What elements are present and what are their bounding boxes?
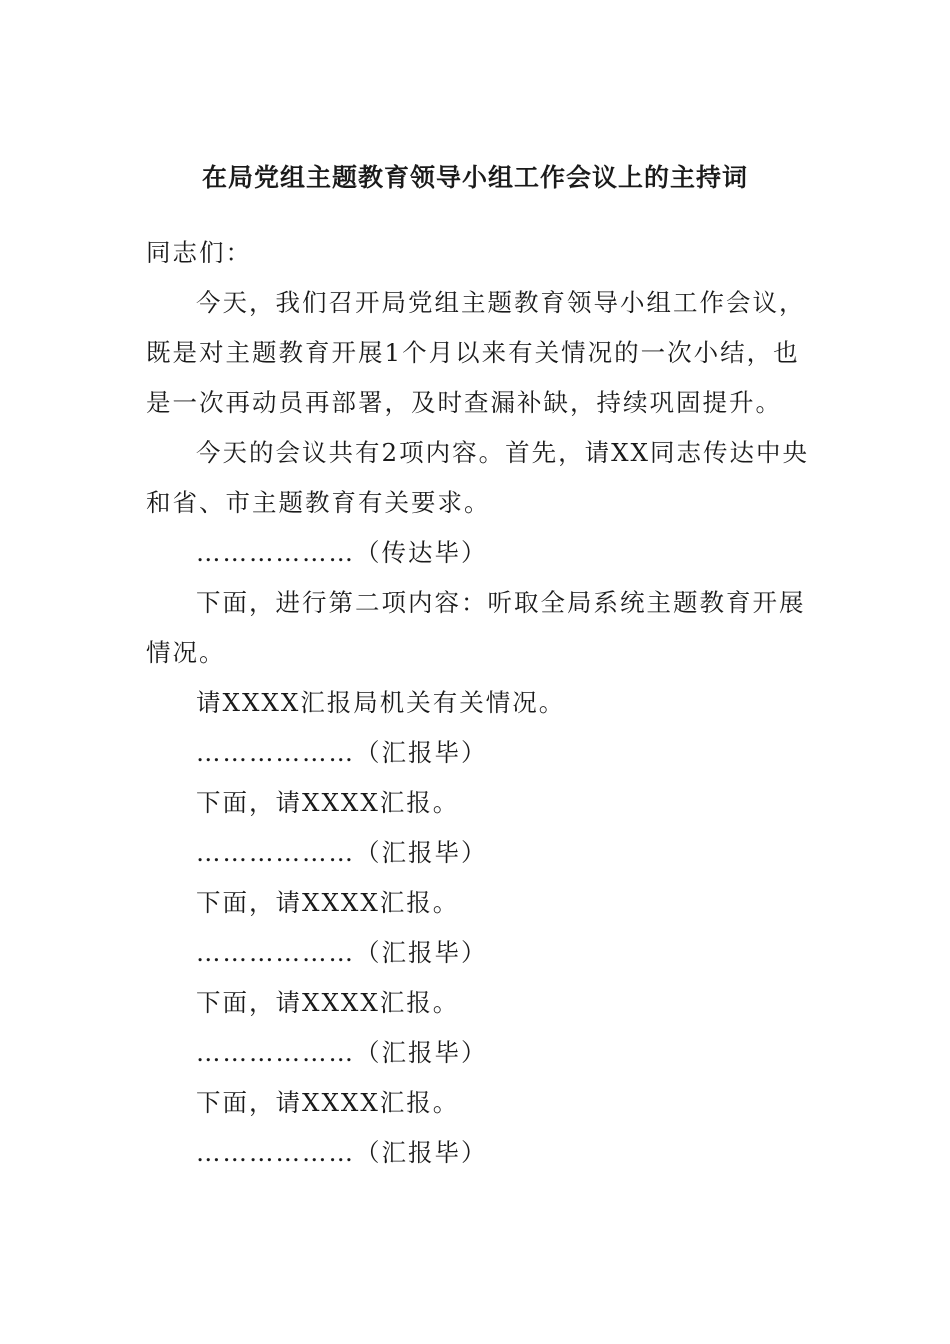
paragraph-next-report: 下面，请XXXX汇报。 (196, 788, 460, 817)
paragraph-second-item: 下面，进行第二项内容：听取全局系统主题教育开展情况。 (146, 588, 806, 667)
document-title: 在局党组主题教育领导小组工作会议上的主持词 (201, 163, 748, 192)
paragraph-transmit-done: ………………（传达毕） (196, 538, 488, 567)
paragraph-report-done: ………………（汇报毕） (196, 838, 488, 867)
paragraph-opening: 今天，我们召开局党组主题教育领导小组工作会议，既是对主题教育开展1个月以来有关情况的一次小结，也是一次再动员再部署，及时查漏补缺，持续巩固提升。 (146, 288, 806, 417)
paragraph-report-request: 请XXXX汇报局机关有关情况。 (196, 688, 566, 717)
paragraph-agenda: 今天的会议共有2项内容。首先，请XX同志传达中央和省、市主题教育有关要求。 (146, 438, 809, 517)
document-body (146, 228, 811, 1178)
paragraph-next-report: 下面，请XXXX汇报。 (196, 888, 460, 917)
paragraph-report-done: ………………（汇报毕） (196, 938, 488, 967)
paragraph-next-report: 下面，请XXXX汇报。 (196, 1088, 460, 1117)
paragraph-next-report: 下面，请XXXX汇报。 (196, 988, 460, 1017)
paragraph-report-done: ………………（汇报毕） (196, 738, 488, 767)
salutation: 同志们： (146, 238, 252, 267)
paragraph-report-done: ………………（汇报毕） (196, 1138, 488, 1167)
paragraph-report-done: ………………（汇报毕） (196, 1038, 488, 1067)
